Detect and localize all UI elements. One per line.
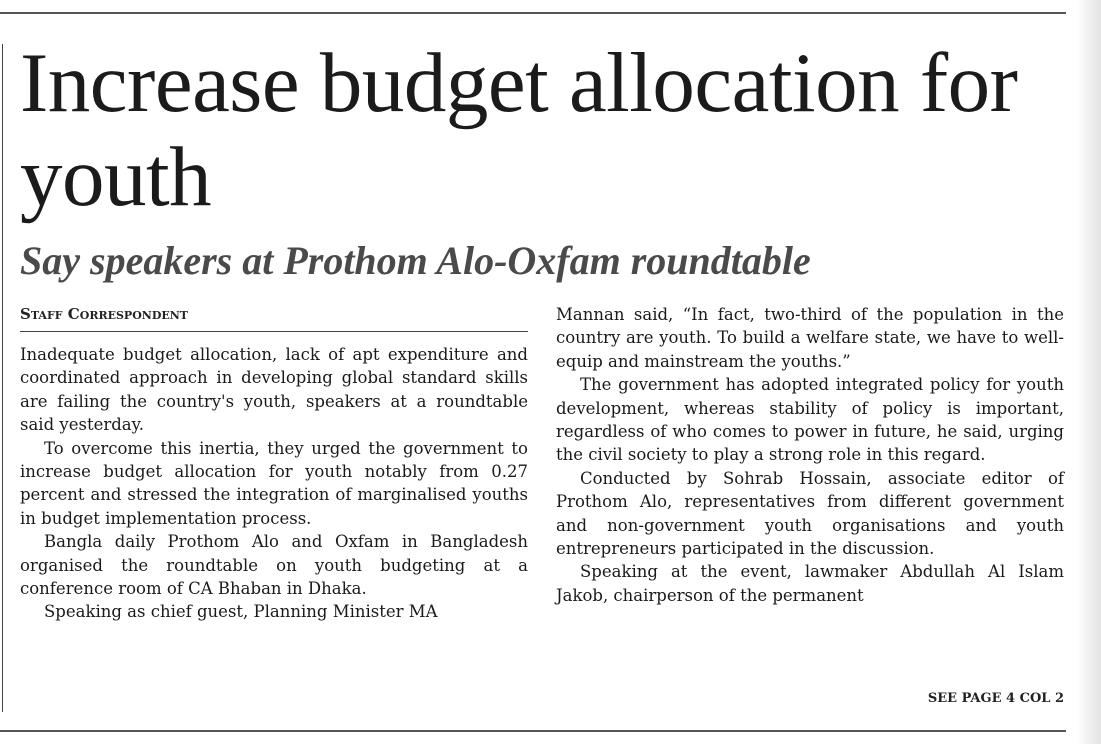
subheadline: Say speakers at Prothom Alo-Oxfam roundtable [20, 238, 811, 283]
continuation-reference: SEE PAGE 4 COL 2 [927, 691, 1064, 706]
byline: Staff Correspondent [20, 304, 528, 332]
page-edge-shadow [1077, 0, 1101, 744]
article-column-left [20, 343, 528, 624]
paragraph-5: Mannan said, “In fact, two-third of the population in the country are youth. To build a welfare state, we have to well-equip and mainstream the youths.” [556, 305, 1064, 371]
article-column-right [556, 303, 1064, 607]
paragraph-6: The government has adopted integrated policy for youth development, whereas stability of policy is important, regardless of who comes to power in future, he said, urging the civil society to play a strong role in this regard. [556, 375, 1064, 465]
paragraph-8: Speaking at the event, lawmaker Abdullah Al Islam Jakob, chairperson of the permanent [556, 562, 1064, 605]
paragraph-2: To overcome this inertia, they urged the government to increase budget allocation for youth notably from 0.27 percent and stressed the integration of marginalised youths in budget implementation process. [20, 438, 528, 528]
paragraph-3: Bangla daily Prothom Alo and Oxfam in Bangladesh organised the roundtable on youth budgeting at a conference room of CA Bhaban in Dhaka. [20, 532, 528, 599]
bottom-rule [0, 730, 1066, 732]
left-column-rule [2, 44, 3, 712]
paragraph-7: Conducted by Sohrab Hossain, associate editor of Prothom Alo, representatives from different government and non-government youth organisations and youth entrepreneurs participated in the discussion. [556, 468, 1064, 559]
top-rule [0, 12, 1066, 14]
headline: Increase budget allocation for youth [20, 36, 1018, 224]
paragraph-4: Speaking as chief guest, Planning Minister MA [44, 602, 438, 622]
paragraph-1: Inadequate budget allocation, lack of apt expenditure and coordinated approach in developing global standard skills are failing the country's youth, speakers at a roundtable said yesterday. [20, 345, 528, 435]
